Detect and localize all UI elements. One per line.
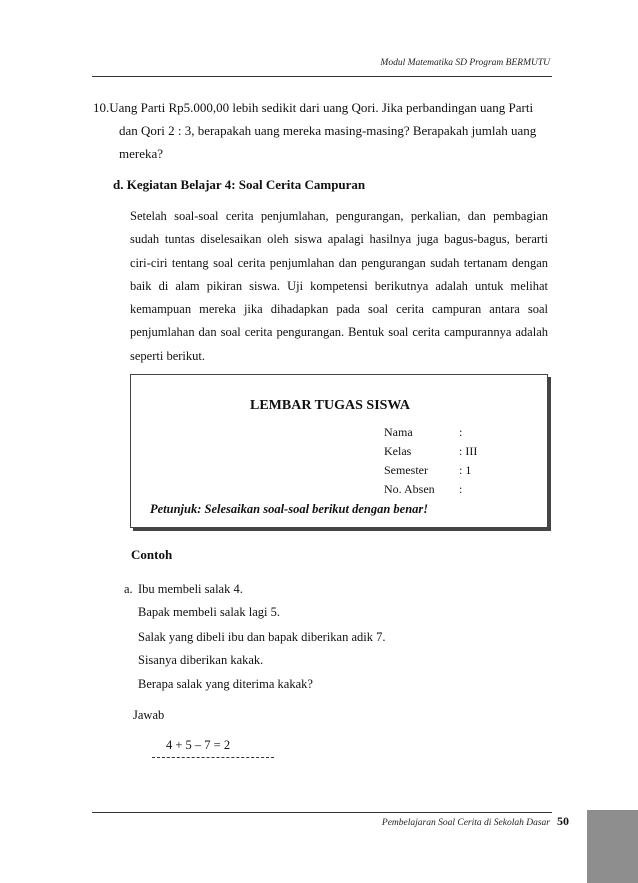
example-line: Berapa salak yang diterima kakak?	[138, 677, 313, 691]
worksheet-field-value-absen: :	[459, 482, 463, 496]
answer-dashed-line	[152, 757, 274, 758]
paragraph-line: baik di alam pikiran siswa. Uji kompetensi berikutnya adalah untuk melihat	[130, 278, 548, 293]
paragraph-line: Setelah soal-soal cerita penjumlahan, pengurangan, perkalian, dan pembagian	[130, 209, 548, 223]
footer-divider	[92, 812, 552, 813]
worksheet-field-label-absen: No. Absen	[384, 482, 435, 496]
question-10-line: dan Qori 2 : 3, berapakah uang mereka masing-masing? Berapakah jumlah uang	[119, 123, 537, 138]
worksheet-field-value-nama: :	[459, 425, 463, 439]
paragraph-line: kemampuan mereka jika dihadapkan pada soal cerita campuran antara soal	[130, 302, 548, 317]
page-number: 50	[557, 814, 569, 828]
header-divider	[92, 76, 552, 77]
paragraph-line: sudah tuntas diselesaikan oleh siswa apalagi hasilnya juga bagus-bagus, berarti	[130, 232, 548, 247]
page-corner-block	[587, 810, 638, 883]
worksheet-title: LEMBAR TUGAS SISWA	[249, 398, 410, 413]
worksheet-instruction: Petunjuk: Selesaikan soal-soal berikut dengan benar!	[150, 502, 429, 516]
worksheet-field-label-kelas: Kelas	[384, 444, 412, 458]
question-10-line: mereka?	[119, 146, 164, 161]
example-heading: Contoh	[131, 547, 173, 562]
answer-label: Jawab	[133, 708, 165, 722]
section-d-paragraph	[130, 205, 548, 368]
paragraph-line: seperti berikut.	[130, 348, 205, 363]
example-line: Bapak membeli salak lagi 5.	[138, 605, 280, 619]
footer-title: Pembelajaran Soal Cerita di Sekolah Dasar	[381, 818, 550, 828]
worksheet-field-label-nama: Nama	[384, 425, 413, 439]
section-d-heading: d. Kegiatan Belajar 4: Soal Cerita Campuran	[113, 177, 366, 192]
example-line: Sisanya diberikan kakak.	[138, 653, 264, 667]
worksheet-field-value-semester: : 1	[459, 463, 472, 477]
paragraph-line: penjumlahan dan soal cerita pengurangan. Bentuk soal cerita campurannya adalah	[130, 325, 548, 340]
answer-equation: 4 + 5 – 7 = 2	[166, 738, 231, 752]
example-line: Salak yang dibeli ibu dan bapak diberikan adik 7.	[138, 630, 386, 644]
worksheet-field-label-semester: Semester	[384, 463, 428, 477]
question-10-line: 10.Uang Parti Rp5.000,00 lebih sedikit dari uang Qori. Jika perbandingan uang Parti	[93, 100, 534, 115]
header-title: Modul Matematika SD Program BERMUTU	[380, 58, 550, 68]
example-line: Ibu membeli salak 4.	[138, 582, 243, 596]
question-10	[93, 96, 543, 165]
paragraph-line: ciri-ciri tentang soal cerita penjumlahan dan pengurangan sudah tertanam dengan	[130, 255, 548, 270]
worksheet-field-value-kelas: : III	[459, 444, 478, 458]
example-item-label: a.	[124, 582, 133, 596]
